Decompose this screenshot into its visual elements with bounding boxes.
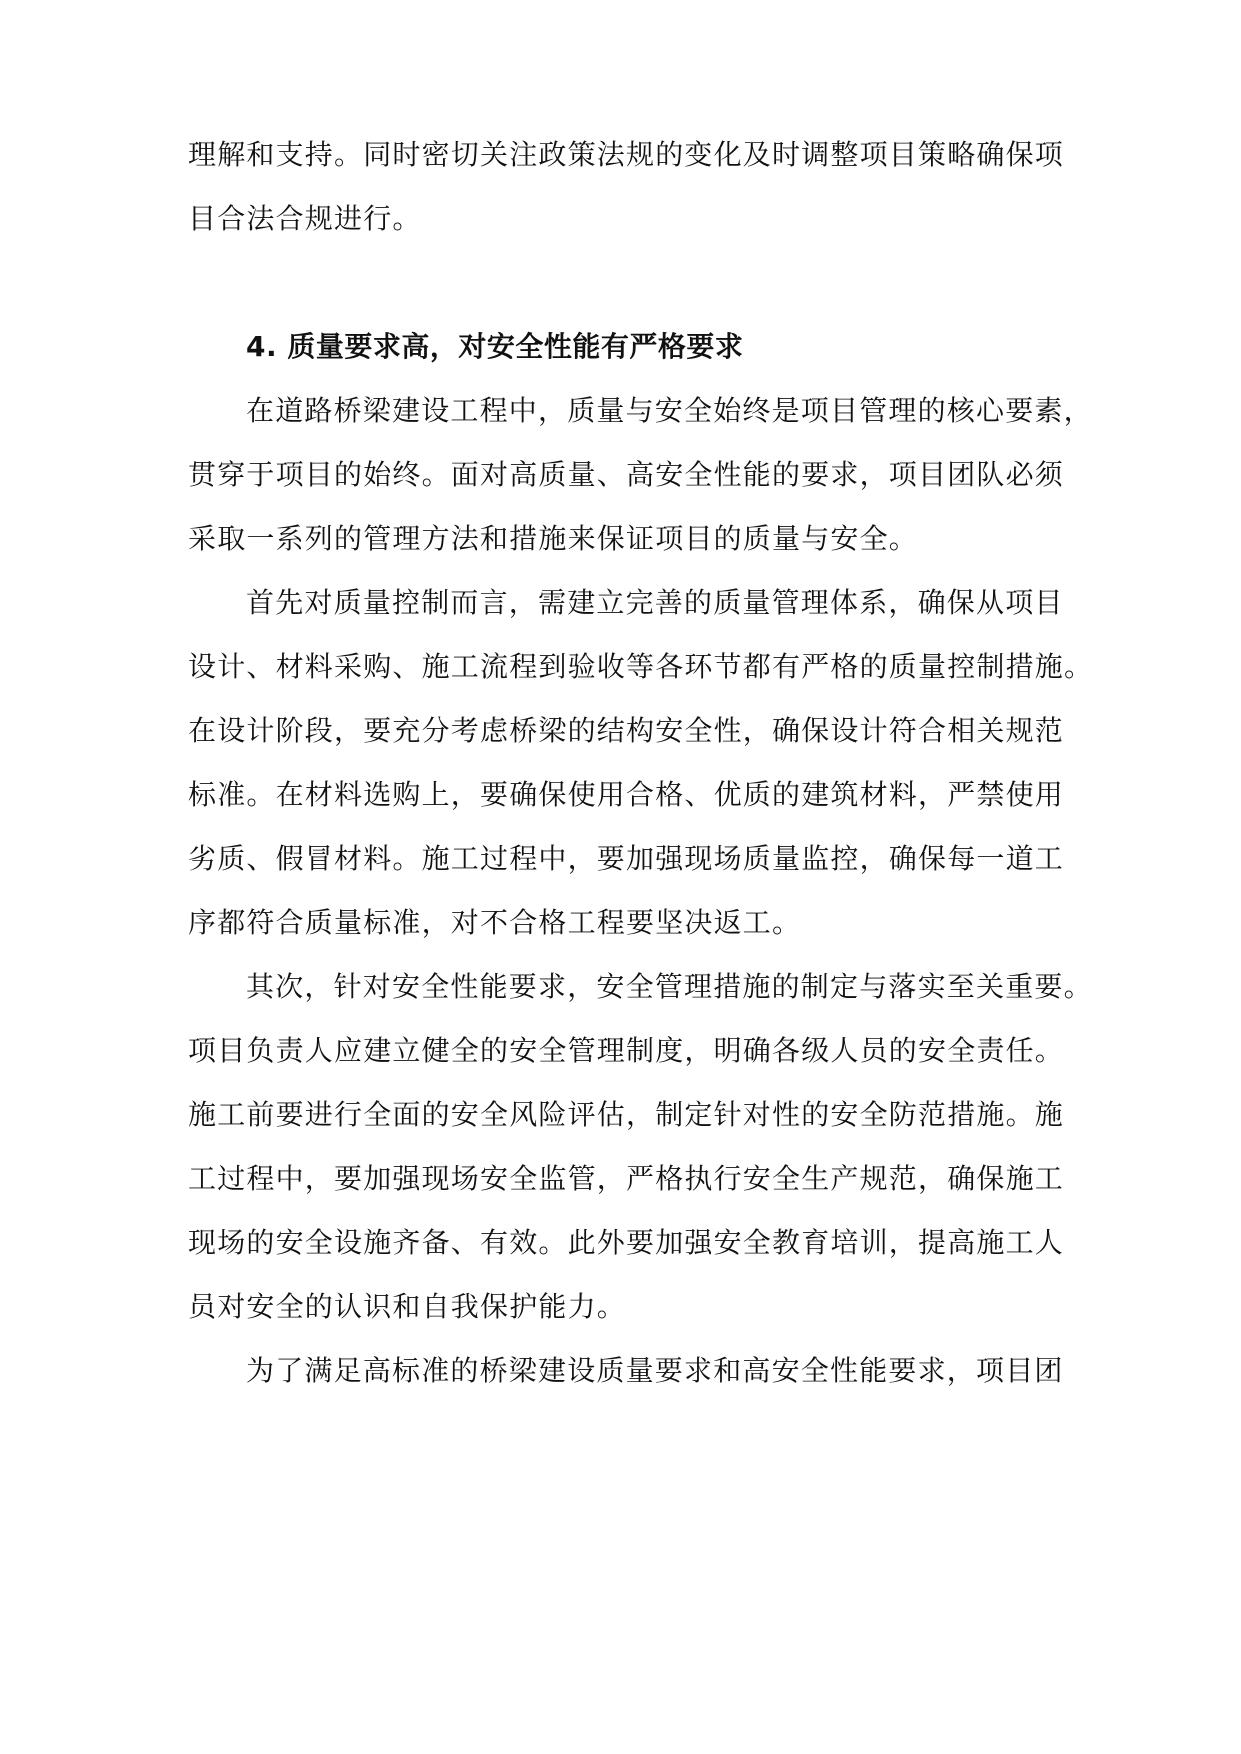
- text-line: 序都符合质量标准，对不合格工程要坚决返工。: [188, 906, 802, 939]
- text-line: 在设计阶段，要充分考虑桥梁的结构安全性，确保设计符合相关规范: [188, 714, 1065, 747]
- text-line: 采取一系列的管理方法和措施来保证项目的质量与安全。: [188, 522, 919, 555]
- text-line: 施工前要进行全面的安全风险评估，制定针对性的安全防范措施。施: [188, 1098, 1065, 1131]
- text-line: 目合法合规进行。: [188, 202, 422, 235]
- text-line: 设计、材料采购、施工流程到验收等各环节都有严格的质量控制措施。: [188, 650, 1094, 683]
- text-line: 员对安全的认识和自我保护能力。: [188, 1290, 627, 1323]
- text-line: 贯穿于项目的始终。面对高质量、高安全性能的要求，项目团队必须: [188, 458, 1065, 491]
- text-line: 在道路桥梁建设工程中，质量与安全始终是项目管理的核心要素，: [246, 394, 1093, 427]
- text-line: 工过程中，要加强现场安全监管，严格执行安全生产规范，确保施工: [188, 1162, 1065, 1195]
- text-line: 为了满足高标准的桥梁建设质量要求和高安全性能要求，项目团: [246, 1354, 1064, 1387]
- text-line: 理解和支持。同时密切关注政策法规的变化及时调整项目策略确保项: [188, 138, 1065, 171]
- section-heading: 4. 质量要求高，对安全性能有严格要求: [246, 330, 744, 363]
- text-line: 首先对质量控制而言，需建立完善的质量管理体系，确保从项目: [246, 586, 1064, 619]
- text-line: 劣质、假冒材料。施工过程中，要加强现场质量监控，确保每一道工: [188, 842, 1065, 875]
- text-line: 项目负责人应建立健全的安全管理制度，明确各级人员的安全责任。: [188, 1034, 1065, 1067]
- text-line: 标准。在材料选购上，要确保使用合格、优质的建筑材料，严禁使用: [188, 778, 1065, 811]
- text-line: 现场的安全设施齐备、有效。此外要加强安全教育培训，提高施工人: [188, 1226, 1065, 1259]
- text-line: 其次，针对安全性能要求，安全管理措施的制定与落实至关重要。: [246, 970, 1093, 1003]
